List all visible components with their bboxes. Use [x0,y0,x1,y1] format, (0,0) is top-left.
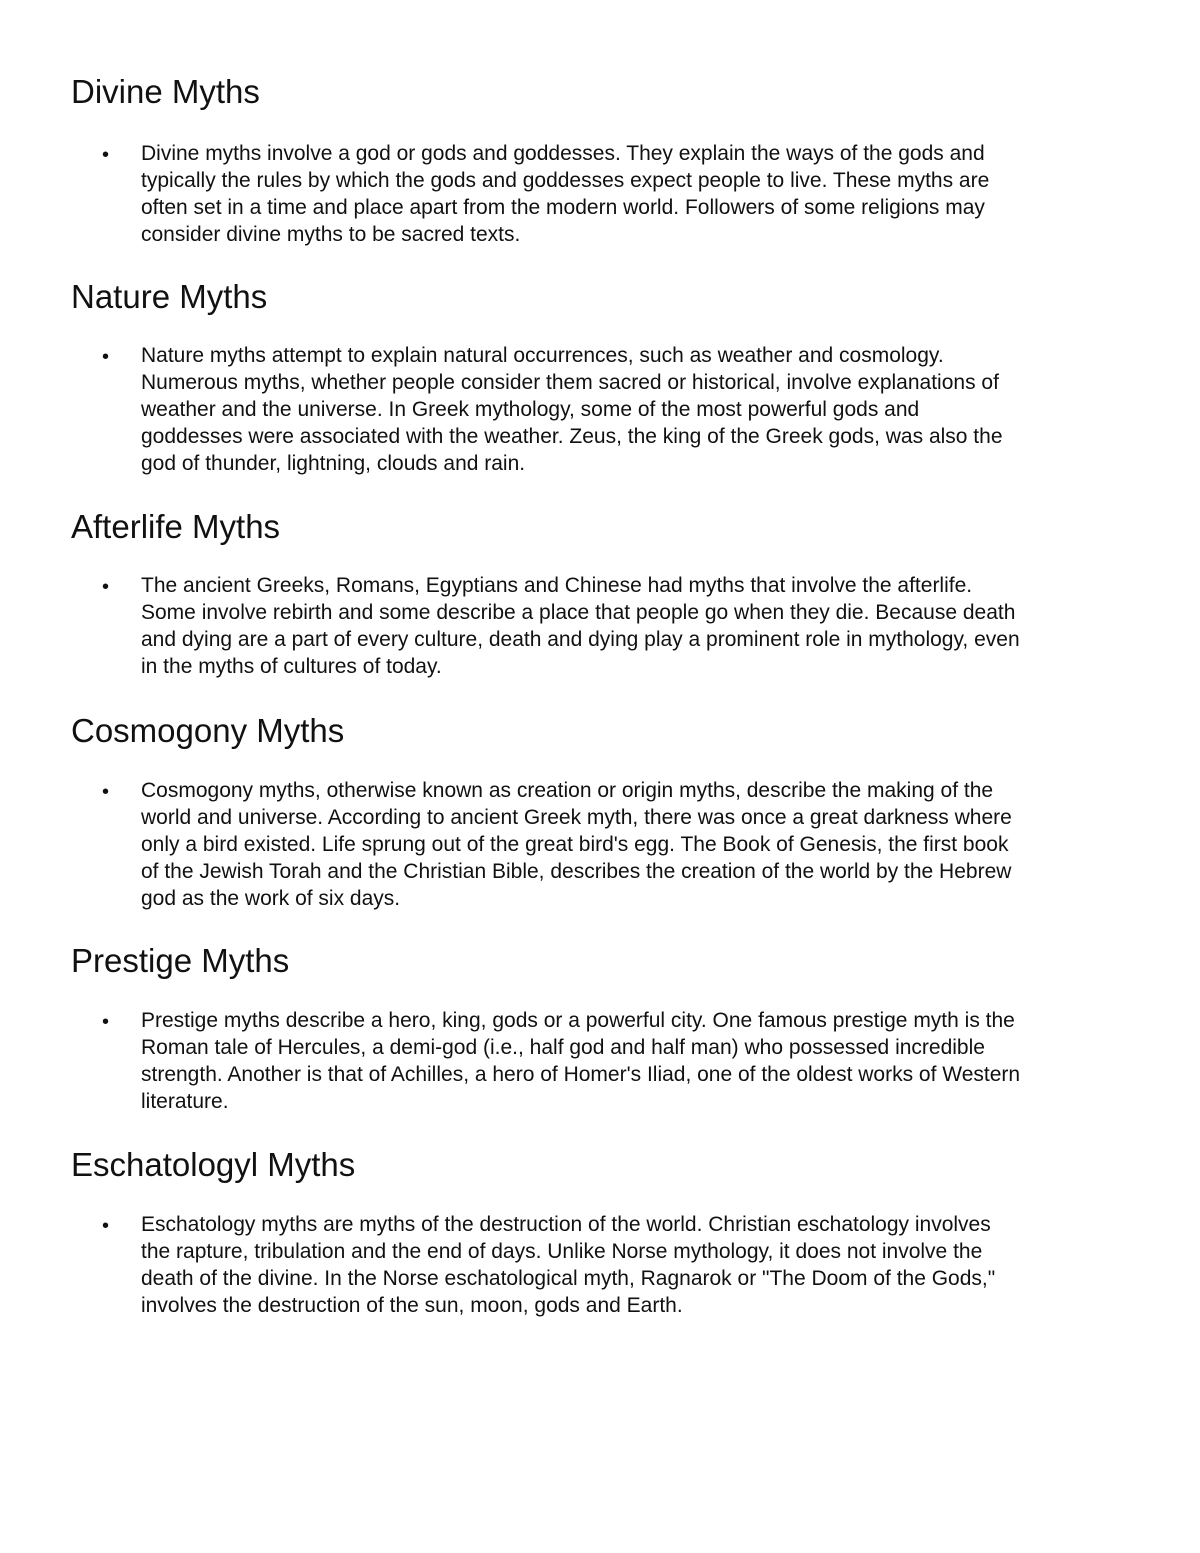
paragraph-line: literature. [141,1090,229,1113]
section-heading: Afterlife Myths [71,508,281,545]
bullet-icon: • [102,346,110,368]
paragraph-line: Roman tale of Hercules, a demi-god (i.e., half god and half man) who possessed incredible [141,1036,985,1059]
section-heading: Prestige Myths [71,942,290,979]
paragraph-line: god of thunder, lightning, clouds and rain. [141,452,526,475]
paragraph-line: Divine myths involve a god or gods and goddesses. They explain the ways of the gods and [141,142,985,165]
paragraph-line: Prestige myths describe a hero, king, gods or a powerful city. One famous prestige myth is the [141,1009,1015,1032]
paragraph-line: Eschatology myths are myths of the destruction of the world. Christian eschatology involves [141,1213,991,1236]
section-paragraph [141,342,1141,477]
paragraph-line: weather and the universe. In Greek mythology, some of the most powerful gods and [141,398,920,421]
paragraph-line: only a bird existed. Life sprung out of the great bird's egg. The Book of Genesis, the first book [141,833,1009,856]
paragraph-line: Some involve rebirth and some describe a place that people go when they die. Because death [141,601,1016,624]
section-heading: Nature Myths [71,278,268,315]
paragraph-line: involves the destruction of the sun, moon, gods and Earth. [141,1294,683,1317]
section-paragraph [141,572,1141,680]
paragraph-line: often set in a time and place apart from the modern world. Followers of some religions may [141,196,985,219]
section-paragraph [141,1007,1141,1115]
bullet-icon: • [102,1215,110,1237]
paragraph-line: consider divine myths to be sacred texts. [141,223,521,246]
bullet-icon: • [102,1011,110,1033]
bullet-icon: • [102,781,110,803]
paragraph-line: Numerous myths, whether people consider them sacred or historical, involve explanations of [141,371,999,394]
paragraph-line: in the myths of cultures of today. [141,655,442,678]
section-paragraph [141,1211,1141,1319]
paragraph-line: god as the work of six days. [141,887,401,910]
paragraph-line: goddesses were associated with the weather. Zeus, the king of the Greek gods, was also the [141,425,1003,448]
paragraph-line: typically the rules by which the gods and goddesses expect people to live. These myths are [141,169,990,192]
paragraph-line: Nature myths attempt to explain natural occurrences, such as weather and cosmology. [141,344,944,367]
paragraph-line: world and universe. According to ancient Greek myth, there was once a great darkness where [141,806,1012,829]
section-heading: Eschatologyl Myths [71,1146,356,1183]
paragraph-line: The ancient Greeks, Romans, Egyptians and Chinese had myths that involve the afterlife. [141,574,973,597]
paragraph-line: and dying are a part of every culture, death and dying play a prominent role in mythology, even [141,628,1020,651]
paragraph-line: Cosmogony myths, otherwise known as creation or origin myths, describe the making of the [141,779,994,802]
section-heading: Divine Myths [71,73,260,110]
paragraph-line: death of the divine. In the Norse eschatological myth, Ragnarok or "The Doom of the Gods," [141,1267,996,1290]
section-heading: Cosmogony Myths [71,712,345,749]
paragraph-line: strength. Another is that of Achilles, a hero of Homer's Iliad, one of the oldest works of Western [141,1063,1021,1086]
bullet-icon: • [102,144,110,166]
paragraph-line: of the Jewish Torah and the Christian Bible, describes the creation of the world by the Hebrew [141,860,1012,883]
bullet-icon: • [102,576,110,598]
section-paragraph [141,140,1141,248]
paragraph-line: the rapture, tribulation and the end of days. Unlike Norse mythology, it does not involve the [141,1240,983,1263]
section-paragraph [141,777,1141,912]
